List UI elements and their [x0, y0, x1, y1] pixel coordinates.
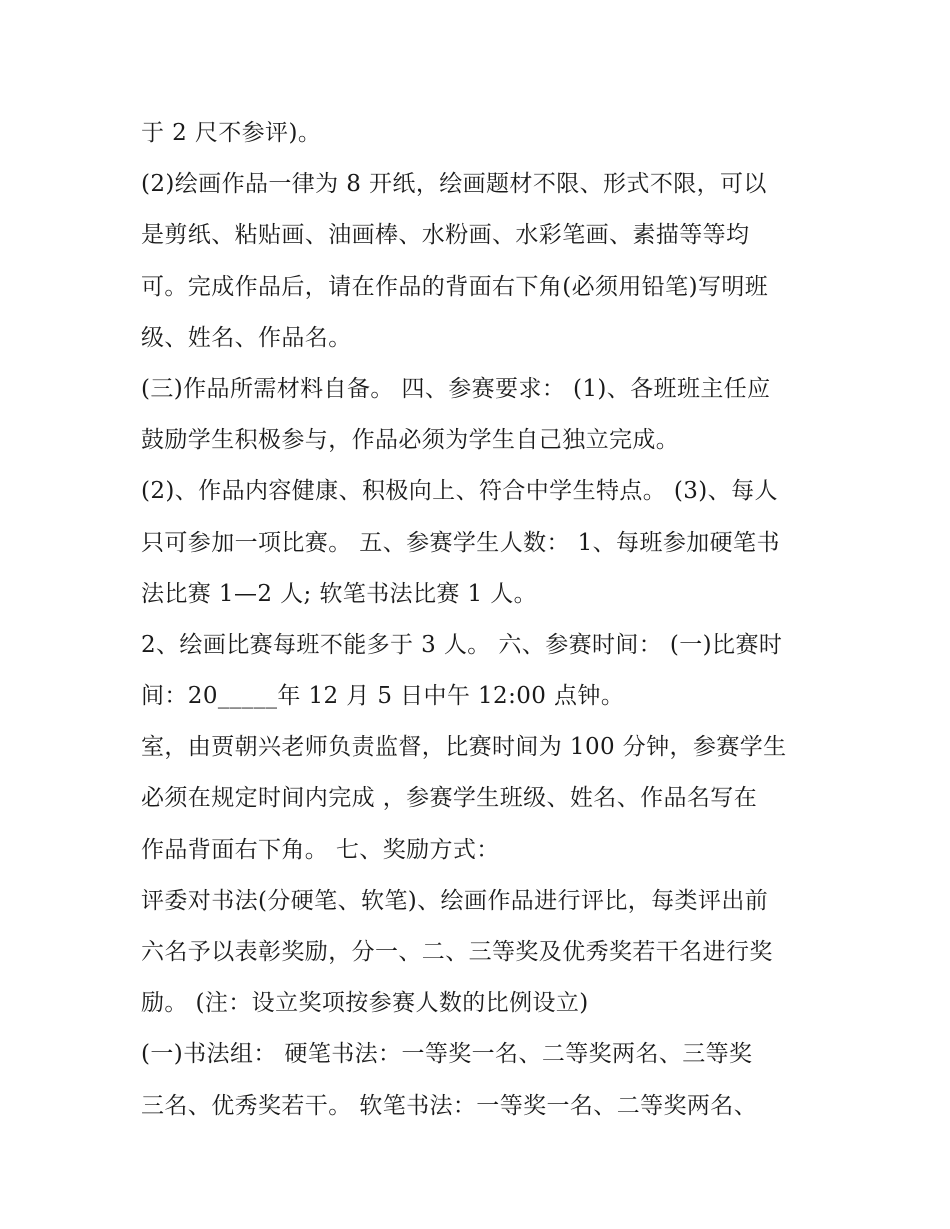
- text-line: (一)书法组： 硬笔书法：一等奖一名、二等奖两名、三等奖: [141, 1041, 753, 1068]
- text-line: 室，由贾朝兴老师负责监督，比赛时间为 100 分钟，参赛学生: [141, 734, 787, 761]
- text-line: 六名予以表彰奖励，分一、二、三等奖及优秀奖若干名进行奖: [141, 939, 773, 965]
- text-line: 励。 (注：设立奖项按参赛人数的比例设立): [141, 990, 589, 1017]
- text-line: 2、绘画比赛每班不能多于 3 人。 六、参赛时间： (一)比赛时: [141, 631, 783, 658]
- text-line: 鼓励学生积极参与，作品必须为学生自己独立完成。: [141, 427, 680, 454]
- text-line: 必须在规定时间内完成 ，参赛学生班级、姓名、作品名写在: [141, 785, 758, 812]
- text-line: 只可参加一项比赛。 五、参赛学生人数： 1、每班参加硬笔书: [141, 529, 780, 556]
- text-line: 于 2 尺不参评)。: [141, 120, 322, 146]
- text-line: 法比赛 1—2 人; 软笔书法比赛 1 人。: [141, 580, 538, 607]
- text-line: 可。完成作品后，请在作品的背面右下角(必须用铅笔)写明班: [141, 273, 769, 300]
- document-body: [141, 108, 821, 1132]
- text-line: 级、姓名、作品名。: [141, 324, 352, 351]
- text-line: (2)、作品内容健康、积极向上、符合中学生特点。 (3)、每人: [141, 478, 778, 505]
- text-line: 作品背面右下角。 七、奖励方式：: [141, 836, 500, 863]
- text-line: 三名、优秀奖若干。 软笔书法：一等奖一名、二等奖两名、: [141, 1092, 758, 1119]
- text-line: 间：20_____年 12 月 5 日中午 12:00 点钟。: [141, 683, 625, 710]
- text-line: 是剪纸、粘贴画、油画棒、水粉画、水彩笔画、素描等等均: [141, 222, 750, 249]
- text-line: 评委对书法(分硬笔、软笔)、绘画作品进行评比，每类评出前: [141, 887, 769, 914]
- text-line: (三)作品所需材料自备。 四、参赛要求： (1)、各班班主任应: [141, 375, 771, 402]
- text-line: (2)绘画作品一律为 8 开纸，绘画题材不限、形式不限，可以: [141, 171, 767, 198]
